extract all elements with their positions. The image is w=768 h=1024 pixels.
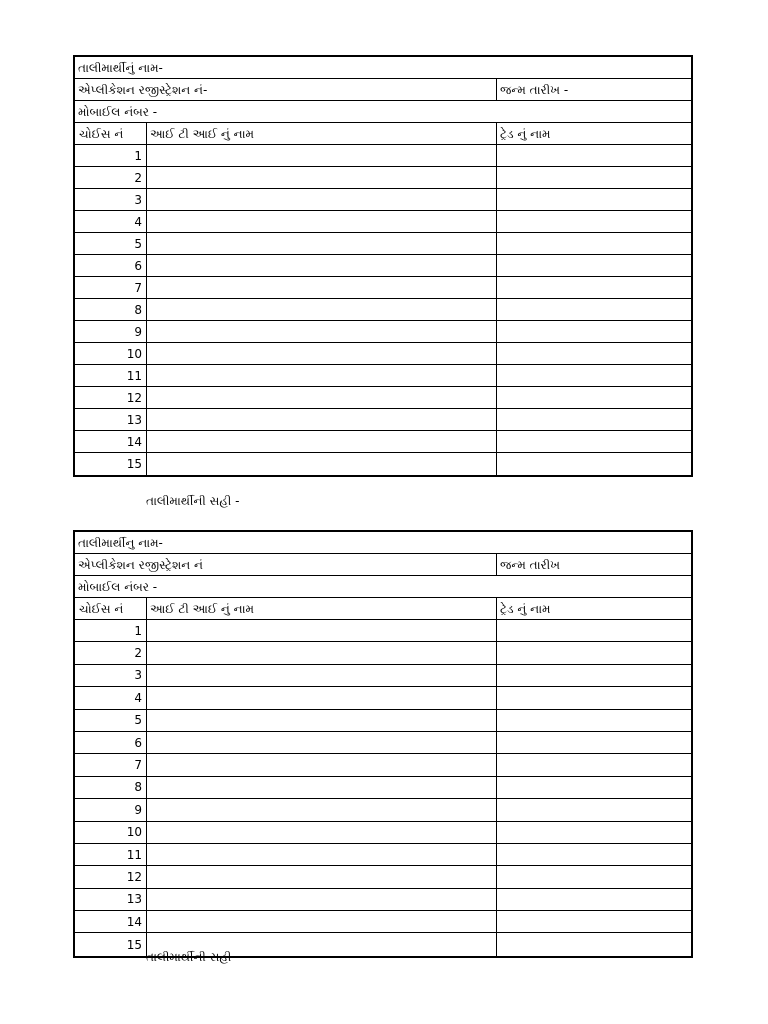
- iti-name-cell[interactable]: [146, 732, 496, 753]
- iti-name-cell[interactable]: [146, 321, 496, 342]
- choice-number: 12: [126, 869, 142, 884]
- iti-name-cell[interactable]: [146, 453, 496, 475]
- choice-number: 8: [134, 780, 142, 795]
- iti-name-cell[interactable]: [146, 387, 496, 408]
- trade-name-cell[interactable]: [496, 933, 691, 955]
- trade-name-cell[interactable]: [496, 321, 691, 342]
- trade-name-cell[interactable]: [496, 754, 691, 775]
- table-row: [75, 889, 691, 911]
- iti-name-cell[interactable]: [146, 409, 496, 430]
- trade-name-cell[interactable]: [496, 866, 691, 887]
- table-row: [75, 299, 691, 321]
- choice-number: 9: [134, 802, 142, 817]
- iti-name-cell[interactable]: [146, 299, 496, 320]
- iti-name-cell[interactable]: [146, 665, 496, 686]
- table-row: [75, 754, 691, 776]
- choice-number: 10: [126, 825, 142, 840]
- app-reg-row: [75, 554, 691, 576]
- table-row: [75, 777, 691, 799]
- choice-number: 7: [134, 280, 142, 295]
- choice-number: 15: [126, 937, 142, 952]
- table-row: [75, 822, 691, 844]
- trade-name-cell[interactable]: [496, 277, 691, 298]
- table-row: [75, 167, 691, 189]
- choice-number: 5: [134, 713, 142, 728]
- choice-number: 4: [134, 214, 142, 229]
- iti-name-cell[interactable]: [146, 687, 496, 708]
- app-reg-row: [75, 79, 691, 101]
- trade-name-header: ટ્રેડ નું નામ: [496, 598, 691, 619]
- trade-name-cell[interactable]: [496, 642, 691, 663]
- trade-name-cell[interactable]: [496, 665, 691, 686]
- trade-name-cell[interactable]: [496, 844, 691, 865]
- table-row: [75, 365, 691, 387]
- iti-name-cell[interactable]: [146, 911, 496, 932]
- trainee-name-label: તાલીમાર્થીનુ નામ-: [78, 535, 163, 550]
- iti-name-cell[interactable]: [146, 844, 496, 865]
- table-row: [75, 687, 691, 709]
- iti-name-cell[interactable]: [146, 145, 496, 166]
- trade-name-cell[interactable]: [496, 911, 691, 932]
- iti-name-cell[interactable]: [146, 620, 496, 641]
- choice-number: 10: [126, 346, 142, 361]
- table-row: [75, 620, 691, 642]
- choice-number: 7: [134, 758, 142, 773]
- trade-name-cell[interactable]: [496, 189, 691, 210]
- iti-name-cell[interactable]: [146, 889, 496, 910]
- iti-name-cell[interactable]: [146, 365, 496, 386]
- iti-name-cell[interactable]: [146, 189, 496, 210]
- table-row: [75, 431, 691, 453]
- table-row: [75, 844, 691, 866]
- table-header-row: [75, 598, 691, 620]
- iti-name-cell[interactable]: [146, 642, 496, 663]
- dob-label: જન્મ તારીખ -: [496, 79, 691, 100]
- table-row: [75, 145, 691, 167]
- iti-name-cell[interactable]: [146, 167, 496, 188]
- trade-name-header: ટ્રેડ નું નામ: [496, 123, 691, 144]
- choice-no-header: ચોઈસ નં: [79, 126, 124, 141]
- choice-number: 1: [134, 623, 142, 638]
- choice-number: 4: [134, 690, 142, 705]
- trade-name-cell[interactable]: [496, 777, 691, 798]
- iti-name-header: આઈ ટી આઈ નું નામ: [146, 598, 496, 619]
- choice-number: 12: [126, 390, 142, 405]
- iti-name-cell[interactable]: [146, 277, 496, 298]
- choice-number: 2: [134, 170, 142, 185]
- table-row: [75, 732, 691, 754]
- choice-number: 2: [134, 646, 142, 661]
- iti-name-cell[interactable]: [146, 822, 496, 843]
- trade-name-cell[interactable]: [496, 387, 691, 408]
- choice-number: 6: [134, 735, 142, 750]
- iti-name-cell[interactable]: [146, 431, 496, 452]
- trade-name-cell[interactable]: [496, 211, 691, 232]
- table-header-row: [75, 123, 691, 145]
- table-row: [75, 211, 691, 233]
- table-row: [75, 255, 691, 277]
- application-form-1: [73, 55, 693, 477]
- choice-number: 9: [134, 324, 142, 339]
- table-row: [75, 665, 691, 687]
- choice-number: 15: [126, 457, 142, 471]
- trade-name-cell[interactable]: [496, 299, 691, 320]
- table-row: [75, 387, 691, 409]
- table-row: [75, 866, 691, 888]
- trade-name-cell[interactable]: [496, 453, 691, 475]
- table-row: [75, 642, 691, 664]
- trade-name-cell[interactable]: [496, 889, 691, 910]
- trade-name-cell[interactable]: [496, 687, 691, 708]
- table-row: [75, 453, 691, 475]
- application-form-2: [73, 530, 693, 958]
- table-row: [75, 911, 691, 933]
- table-row: [75, 799, 691, 821]
- trainee-name-row: [75, 57, 691, 79]
- table-row: [75, 277, 691, 299]
- choice-number: 13: [126, 892, 142, 907]
- trade-name-cell[interactable]: [496, 799, 691, 820]
- mobile-label: મોબાઈલ નંબર -: [78, 579, 158, 594]
- table-row: [75, 321, 691, 343]
- choice-number: 5: [134, 236, 142, 251]
- app-reg-label: એપ્લીકેશન રજીસ્ટ્રેશન નં-: [78, 82, 208, 97]
- choice-number: 3: [134, 192, 142, 207]
- iti-name-cell[interactable]: [146, 866, 496, 887]
- choice-number: 14: [126, 434, 142, 449]
- trade-name-cell[interactable]: [496, 822, 691, 843]
- iti-name-cell[interactable]: [146, 754, 496, 775]
- iti-name-cell[interactable]: [146, 255, 496, 276]
- choice-number: 3: [134, 668, 142, 683]
- iti-name-cell[interactable]: [146, 343, 496, 364]
- trainee-name-row: [75, 532, 691, 554]
- table-row: [75, 189, 691, 211]
- table-row: [75, 343, 691, 365]
- choice-number: 8: [134, 302, 142, 317]
- trade-name-cell[interactable]: [496, 255, 691, 276]
- trade-name-cell[interactable]: [496, 431, 691, 452]
- table-row: [75, 409, 691, 431]
- iti-name-cell[interactable]: [146, 710, 496, 731]
- app-reg-label: એપ્લીકેશન રજીસ્ટ્રેશન નં: [78, 557, 203, 572]
- table-row: [75, 233, 691, 255]
- dob-label: જન્મ તારીખ: [496, 554, 691, 575]
- trade-name-cell[interactable]: [496, 710, 691, 731]
- choice-number: 1: [134, 148, 142, 163]
- choice-number: 13: [126, 412, 142, 427]
- trade-name-cell[interactable]: [496, 365, 691, 386]
- iti-name-cell[interactable]: [146, 777, 496, 798]
- trainee-name-label: તાલીમાર્થીનું નામ-: [78, 60, 163, 75]
- choice-number: 11: [126, 847, 142, 862]
- trade-name-cell[interactable]: [496, 167, 691, 188]
- trade-name-cell[interactable]: [496, 343, 691, 364]
- mobile-row: [75, 576, 691, 598]
- choice-number: 14: [126, 914, 142, 929]
- trade-name-cell[interactable]: [496, 409, 691, 430]
- trainee-signature-label: તાલીમાર્થીની સહી -: [146, 950, 240, 964]
- trade-name-cell[interactable]: [496, 620, 691, 641]
- iti-name-cell[interactable]: [146, 233, 496, 254]
- trade-name-cell[interactable]: [496, 233, 691, 254]
- iti-name-cell[interactable]: [146, 211, 496, 232]
- table-row: [75, 710, 691, 732]
- choice-number: 6: [134, 258, 142, 273]
- trade-name-cell[interactable]: [496, 732, 691, 753]
- iti-name-cell[interactable]: [146, 799, 496, 820]
- mobile-label: મોબાઈલ નંબર -: [78, 104, 158, 119]
- choice-no-header: ચોઈસ નં: [79, 601, 124, 616]
- trade-name-cell[interactable]: [496, 145, 691, 166]
- mobile-row: [75, 101, 691, 123]
- iti-name-header: આઈ ટી આઈ નું નામ: [146, 123, 496, 144]
- choice-number: 11: [126, 368, 142, 383]
- trainee-signature-label: તાલીમાર્થીની સહી -: [146, 494, 240, 508]
